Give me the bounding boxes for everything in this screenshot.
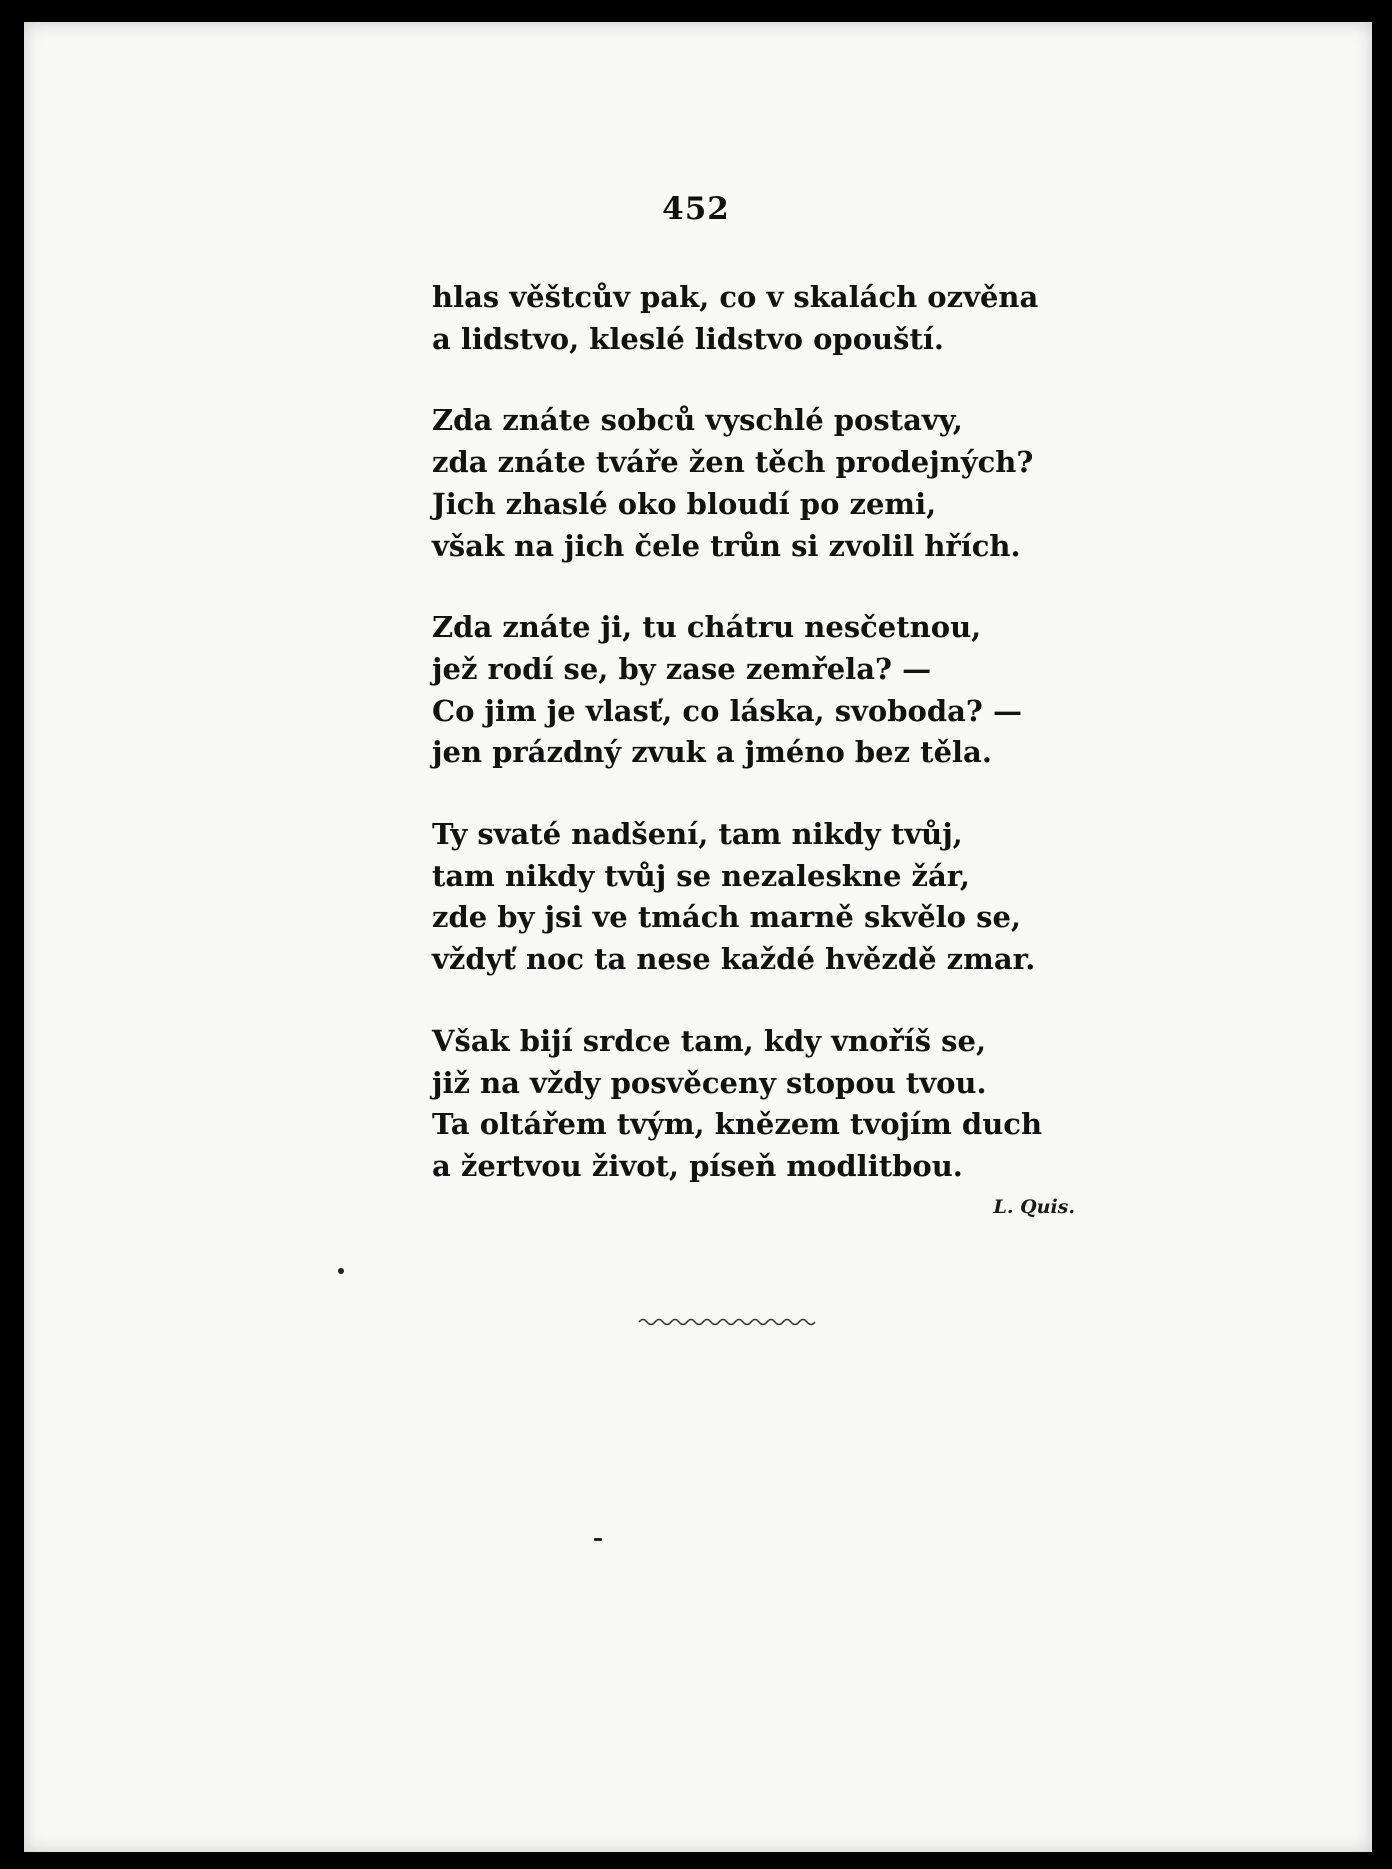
poem-line: tam nikdy tvůj se nezaleskne žár, [432, 858, 971, 893]
poem-line: jen prázdný zvuk a jméno bez těla. [432, 735, 992, 770]
poem-line: Však bijí srdce tam, kdy vnoříš se, [432, 1023, 987, 1058]
poem-line: jež rodí se, by zase zemřela? — [432, 651, 932, 686]
poem-line: Co jim je vlasť, co láska, svoboda? — [432, 693, 1023, 728]
stanza-5 [432, 1021, 1072, 1188]
poem-line: již na vždy posvěceny stopou tvou. [432, 1065, 987, 1100]
page-number: 452 [662, 191, 730, 227]
poem-line: zda znáte tváře žen těch prodejných? [432, 445, 1034, 480]
poem-line: Zda znáte sobců vyschlé postavy, [432, 403, 963, 438]
poem-line: však na jich čele trůn si zvolil hřích. [432, 528, 1021, 563]
ink-speck [594, 1538, 602, 1541]
poem-line: Ta oltářem tvým, knězem tvojím duch [432, 1107, 1043, 1142]
stanza-4 [432, 814, 1072, 981]
poem-line: Jich zhaslé oko bloudí po zemi, [432, 486, 937, 521]
poem-line: zde by jsi ve tmách marně skvělo se, [432, 900, 1021, 935]
poem-line: Ty svaté nadšení, tam nikdy tvůj, [432, 817, 963, 852]
poem-line: a žertvou život, píseň modlitbou. [432, 1148, 963, 1183]
stanza-2 [432, 400, 1072, 567]
poem-line: hlas věštcův pak, co v skalách ozvěna [432, 280, 1039, 314]
poem-line: Zda znáte ji, tu chátru nesčetnou, [432, 610, 982, 645]
wavy-divider-ornament [637, 1314, 819, 1328]
ink-speck [338, 1268, 344, 1274]
poem-line: a lidstvo, kleslé lidstvo opouští. [432, 321, 944, 356]
poem-line: vždyť noc ta nese každé hvězdě zmar. [432, 942, 1036, 977]
stanza-1 [432, 277, 1072, 360]
poem [432, 277, 1072, 1228]
author-signature: L. Quis. [993, 1196, 1075, 1218]
stanza-3 [432, 607, 1072, 774]
